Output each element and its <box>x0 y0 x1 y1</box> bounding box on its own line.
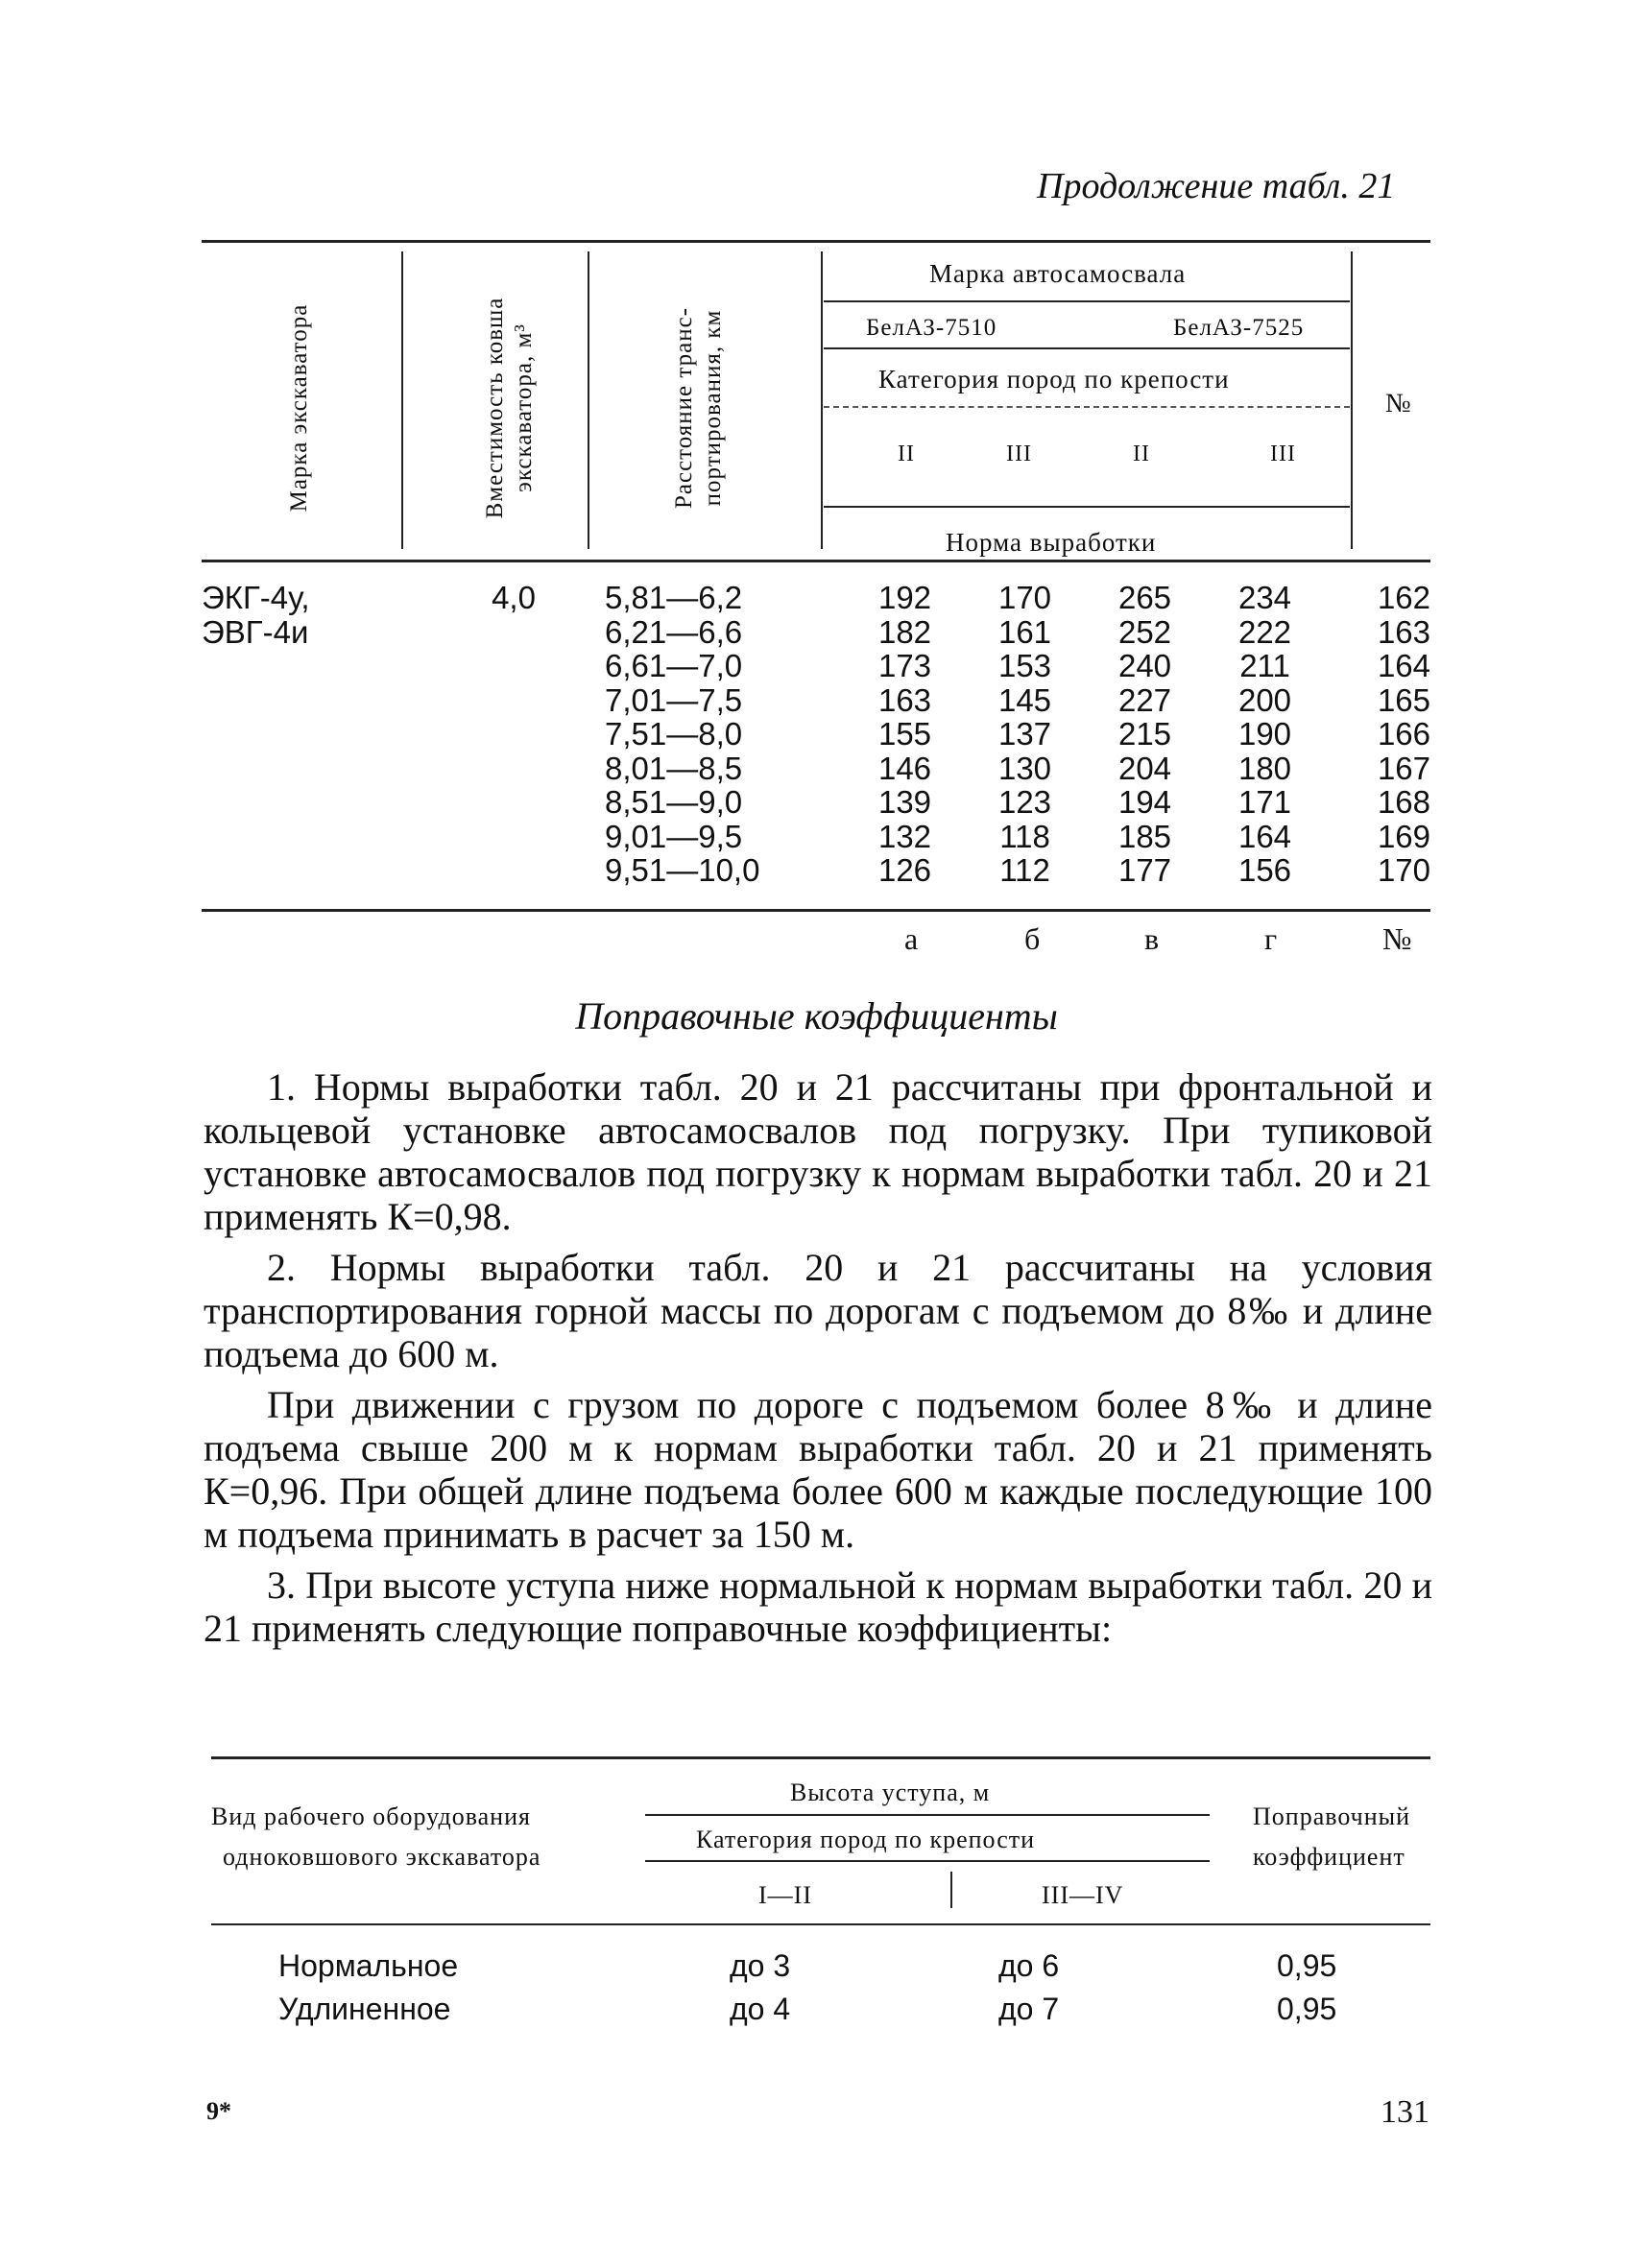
norm-cell-g: 200 <box>1237 681 1292 718</box>
header-excavator: Марка экскаватора <box>286 303 312 513</box>
norm-cell-a: 155 <box>877 716 932 752</box>
norm-cell-a: 146 <box>877 750 932 786</box>
table2-header-bottom-rule <box>211 1923 1430 1925</box>
norm-cell-b: 137 <box>997 716 1052 752</box>
header-distance <box>670 307 728 509</box>
signature-mark: 9* <box>206 2097 231 2125</box>
volume-cell <box>461 820 566 854</box>
distance-cell: 6,61—7,0 <box>605 648 743 683</box>
distance-cell: 8,51—9,0 <box>605 784 743 820</box>
coef-cell: 0,95 <box>1277 1948 1337 1983</box>
norm-cell-b: 161 <box>997 613 1052 650</box>
volume-cell: 4,0 <box>492 580 536 615</box>
header-rock-rule <box>824 406 1350 408</box>
paragraph-3: При движении с грузом по дороге с подъемом более 8‰ и длине подъема свыше 200 м к нормам выработки табл. 20 и 21 применять К=0,96. При общей длине подъема более 600 м каждые последующие 100 м подъема принимать в расчет за 150 м. <box>204 1383 1432 1556</box>
t2-header-height: Высота уступа, м <box>790 1779 991 1806</box>
table-row <box>202 785 1430 820</box>
t2-vline-cat <box>950 1872 952 1908</box>
norm-cell-v: 240 <box>1117 648 1172 683</box>
volume-cell <box>461 785 566 820</box>
norm-cell-v: 265 <box>1117 580 1172 615</box>
norm-cell-v: 177 <box>1117 852 1172 888</box>
norm-cell-b: 130 <box>997 750 1052 786</box>
header-truck-names-rule <box>824 347 1350 349</box>
body-text <box>204 1065 1432 1650</box>
row-number-cell: 163 <box>1377 613 1430 650</box>
table1-vline-3 <box>821 251 823 549</box>
distance-cell: 8,01—8,5 <box>605 750 743 786</box>
header-volume-line2: экскаватора, м³ <box>511 323 537 492</box>
table-row <box>202 615 1430 650</box>
table-row <box>202 717 1430 752</box>
table-row <box>202 581 1430 615</box>
height-b-cell: до 6 <box>998 1948 1060 1983</box>
volume-cell <box>461 683 566 718</box>
row-number-cell: 170 <box>1377 852 1430 888</box>
norm-cell-v: 194 <box>1117 784 1172 820</box>
norm-cell-v: 252 <box>1117 613 1172 650</box>
continuation-label: Продолжение табл. 21 <box>1037 166 1396 206</box>
table-row <box>202 649 1430 683</box>
header-truck-brand: Марка автосамосвала <box>929 259 1187 288</box>
row-number-cell: 167 <box>1377 750 1430 786</box>
norm-cell-a: 139 <box>877 784 932 820</box>
norm-cell-a: 173 <box>877 648 932 683</box>
header-cat-ii-2: II <box>1133 442 1150 466</box>
distance-cell: 7,01—7,5 <box>605 681 743 718</box>
paragraph-4: 3. При высоте уступа ниже нормальной к нормам выработки табл. 20 и 21 применять следующие поправочные коэффициенты: <box>204 1564 1432 1650</box>
row-number-cell: 162 <box>1377 580 1430 615</box>
equip-type-cell: Удлиненное <box>278 1992 451 2026</box>
norm-cell-g: 190 <box>1237 716 1292 752</box>
table-row <box>202 820 1430 854</box>
table1-vline-1 <box>401 251 403 549</box>
column-letter-v: в <box>1144 921 1160 956</box>
header-distance-line2: портирования, км <box>700 309 726 507</box>
norm-cell-g: 164 <box>1237 818 1292 854</box>
volume-cell <box>461 615 566 650</box>
excavator-cell <box>202 752 461 786</box>
excavator-cell: ЭКГ-4у, <box>202 580 310 615</box>
t2-header-cat-b: III—IV <box>1042 1881 1124 1909</box>
t2-header-category: Категория пород по крепости <box>696 1826 1036 1853</box>
coef-cell: 0,95 <box>1277 1992 1337 2026</box>
table1-vline-4 <box>1351 251 1353 549</box>
header-rock-category: Категория пород по крепости <box>878 365 1230 394</box>
t2-header-coef-1: Поправочный <box>1253 1802 1411 1830</box>
height-a-cell: до 4 <box>730 1992 791 2026</box>
norms-table-body <box>202 581 1430 888</box>
excavator-cell <box>202 649 461 683</box>
norm-cell-g: 222 <box>1237 613 1292 650</box>
table-row <box>202 853 1430 888</box>
header-cat-iii-2: III <box>1270 442 1296 466</box>
page-number: 131 <box>1381 2094 1429 2130</box>
equip-type-cell: Нормальное <box>278 1948 459 1983</box>
table1-header-bottom-rule <box>202 560 1430 562</box>
row-number-cell: 164 <box>1377 648 1430 683</box>
table1-bottom-rule <box>202 909 1430 912</box>
header-distance-line1: Расстояние транс- <box>671 306 697 510</box>
column-letter-no: № <box>1382 921 1412 956</box>
header-cat-iii-1: III <box>1006 442 1032 466</box>
distance-cell: 5,81—6,2 <box>605 580 743 615</box>
t2-height-rule <box>645 1814 1210 1816</box>
table1-top-rule <box>202 240 1430 243</box>
volume-cell <box>461 717 566 752</box>
norm-cell-b: 112 <box>999 852 1050 888</box>
excavator-cell <box>202 785 461 820</box>
column-letter-b: б <box>1024 921 1041 956</box>
excavator-cell <box>202 717 461 752</box>
table-row <box>202 752 1430 786</box>
excavator-cell <box>202 683 461 718</box>
row-number-cell: 169 <box>1377 818 1430 854</box>
norm-cell-b: 123 <box>997 784 1052 820</box>
row-number-cell: 165 <box>1377 681 1430 718</box>
column-letter-g: г <box>1264 921 1278 956</box>
section-title: Поправочные коэффициенты <box>575 994 1058 1038</box>
norm-cell-g: 171 <box>1237 784 1292 820</box>
excavator-cell <box>202 853 461 888</box>
header-truck-1: БелАЗ-7510 <box>866 315 997 341</box>
norm-cell-v: 185 <box>1117 818 1172 854</box>
t2-header-cat-a: I—II <box>758 1881 812 1909</box>
table1-vline-2 <box>588 251 589 549</box>
header-cat-ii-1: II <box>898 442 915 466</box>
norm-cell-b: 153 <box>997 648 1052 683</box>
norm-cell-a: 182 <box>877 613 932 650</box>
table2-top-rule <box>211 1756 1430 1759</box>
distance-cell: 9,51—10,0 <box>605 852 760 888</box>
volume-cell <box>461 649 566 683</box>
norm-cell-b: 118 <box>999 818 1050 854</box>
norm-cell-v: 204 <box>1117 750 1172 786</box>
norm-cell-g: 211 <box>1239 648 1290 683</box>
excavator-cell: ЭВГ-4и <box>202 613 309 650</box>
header-volume-line1: Вместимость ковша <box>482 297 508 519</box>
t2-header-coef-2: коэффициент <box>1253 1843 1405 1871</box>
norms-table <box>202 581 1430 888</box>
norm-cell-v: 215 <box>1117 716 1172 752</box>
header-number: № <box>1385 389 1412 418</box>
distance-cell: 9,01—9,5 <box>605 818 743 854</box>
column-letter-a: а <box>904 921 919 956</box>
excavator-cell <box>202 820 461 854</box>
volume-cell <box>461 853 566 888</box>
norm-cell-a: 163 <box>877 681 932 718</box>
table-row <box>202 683 1430 718</box>
distance-cell: 6,21—6,6 <box>605 613 743 650</box>
norm-cell-b: 170 <box>997 580 1052 615</box>
height-b-cell: до 7 <box>998 1992 1060 2026</box>
t2-header-equip-2: одноковшового экскаватора <box>223 1843 541 1871</box>
header-volume <box>481 298 539 519</box>
header-truck-2: БелАЗ-7525 <box>1173 315 1305 341</box>
norm-cell-b: 145 <box>997 681 1052 718</box>
paragraph-2: 2. Нормы выработки табл. 20 и 21 рассчитаны на условия транспортирования горной массы по дорогам с подъемом до 8‰ и длине подъема до 600 м. <box>204 1246 1432 1375</box>
norm-cell-g: 180 <box>1237 750 1292 786</box>
height-a-cell: до 3 <box>730 1948 791 1983</box>
header-norm: Норма выработки <box>946 528 1157 557</box>
norm-cell-g: 234 <box>1237 580 1292 615</box>
paragraph-1: 1. Нормы выработки табл. 20 и 21 рассчитаны при фронтальной и кольцевой установке автосамосвалов под погрузку. При тупиковой установке автосамосвалов под погрузку к нормам выработки табл. 20 и 21 применять К=0,98. <box>204 1065 1432 1238</box>
norm-cell-a: 126 <box>877 852 932 888</box>
norm-cell-a: 132 <box>877 818 932 854</box>
t2-header-equip-1: Вид рабочего оборудования <box>211 1802 531 1830</box>
row-number-cell: 166 <box>1377 716 1430 752</box>
norm-cell-g: 156 <box>1237 852 1292 888</box>
norm-cell-v: 227 <box>1117 681 1172 718</box>
norm-cell-a: 192 <box>877 580 932 615</box>
row-number-cell: 168 <box>1377 784 1430 820</box>
volume-cell <box>461 752 566 786</box>
header-cat-rule <box>824 506 1350 508</box>
distance-cell: 7,51—8,0 <box>605 716 743 752</box>
header-truck-rule <box>824 300 1350 302</box>
t2-category-rule <box>645 1860 1210 1862</box>
